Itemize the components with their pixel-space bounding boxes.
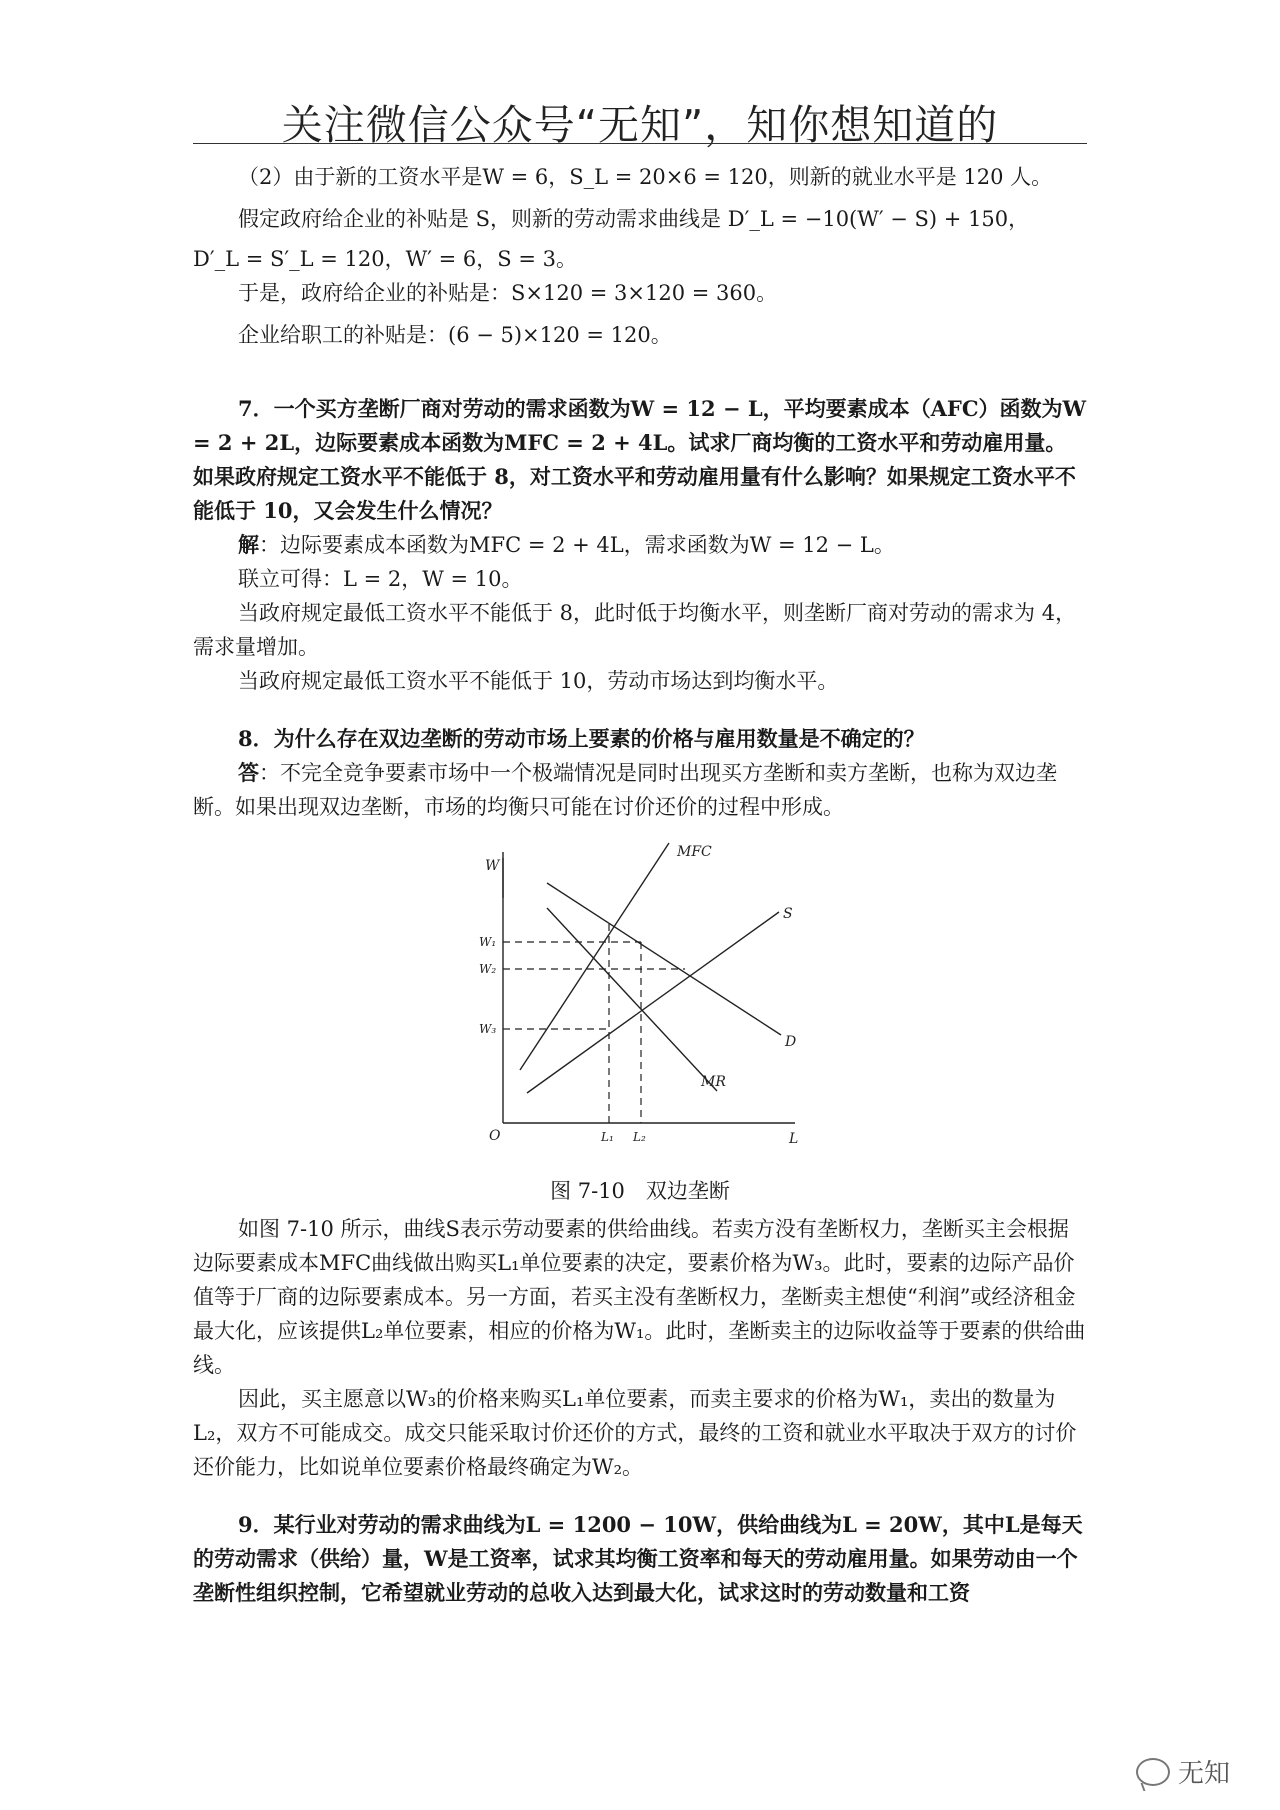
label-l2: L₂: [633, 1130, 646, 1144]
part2-line4: 于是，政府给企业的补贴是：S×120 = 3×120 = 360。: [238, 281, 778, 305]
answer-8-text: ：不完全竞争要素市场中一个极端情况是同时出现买方垄断和卖方垄断，也称为双边垄断。如果出现双边垄断，市场的均衡只可能在讨价还价的过程中形成。: [193, 761, 1057, 819]
page-header: 关注微信公众号“无知”，知你想知道的: [281, 101, 999, 149]
label-x-axis: L: [789, 1131, 799, 1147]
label-d: D: [785, 1034, 797, 1050]
answer-7-line1: ：边际要素成本函数为MFC = 2 + 4L，需求函数为W = 12 − L。: [259, 533, 895, 557]
answer-7-line4: 当政府规定最低工资水平不能低于 10，劳动市场达到均衡水平。: [238, 669, 839, 693]
answer-8-label: 答: [238, 760, 259, 785]
label-y-axis: W: [485, 858, 500, 874]
part2-line1: （2）由于新的工资水平是W = 6，S_L = 20×6 = 120，则新的就业水平是 120 人。: [238, 165, 1053, 189]
label-origin: O: [489, 1128, 501, 1144]
header-rule: [193, 143, 1087, 144]
label-l1: L₁: [601, 1130, 614, 1144]
explain-paragraph-2: 因此，买主愿意以W₃的价格来购买L₁单位要素，而卖主要求的价格为W₁，卖出的数量为L₂，双方不可能成交。成交只能采取讨价还价的方式，最终的工资和就业水平取决于双方的讨价还价能力，比如说单位要素价格最终确定为W₂。: [193, 1387, 1077, 1479]
question-7: 7．一个买方垄断厂商对劳动的需求函数为W = 12 − L，平均要素成本（AFC）函数为W = 2 + 2L，边际要素成本函数为MFC = 2 + 4L。试求厂商均衡的工资水平和劳动雇用量。如果政府规定工资水平不能低于 8，对工资水平和劳动雇用量有什么影响？如果规定工资水平不能低于 10，又会发生什么情况？: [193, 396, 1087, 523]
label-mr: MR: [701, 1074, 726, 1090]
mfc-curve: [520, 843, 669, 1070]
explain-paragraph-1: 如图 7-10 所示，曲线S表示劳动要素的供给曲线。若卖方没有垄断权力，垄断买主会根据边际要素成本MFC曲线做出购买L₁单位要素的决定，要素价格为W₃。此时，要素的边际产品价值等于厂商的边际要素成本。另一方面，若买主没有垄断权力，垄断卖主想使“利润”或经济租金最大化，应该提供L₂单位要素，相应的价格为W₁。此时，垄断卖主的边际收益等于要素的供给曲线。: [193, 1217, 1086, 1377]
answer-7-label: 解: [238, 532, 259, 557]
part2-line5: 企业给职工的补贴是：(6 − 5)×120 = 120。: [238, 323, 672, 347]
answer-7-line3: 当政府规定最低工资水平不能低于 8，此时低于均衡水平，则垄断厂商对劳动的需求为 4，需求量增加。: [193, 601, 1077, 659]
label-w1: W₁: [479, 935, 497, 949]
label-mfc: MFC: [677, 844, 712, 860]
watermark-logo: [1136, 1753, 1230, 1790]
watermark-text: 无知: [1178, 1759, 1231, 1789]
figure-diagram: [455, 838, 815, 1168]
answer-7-line2: 联立可得：L = 2，W = 10。: [238, 567, 523, 591]
part2-line2: 假定政府给企业的补贴是 S，则新的劳动需求曲线是 D′_L = −10(W′ − S) + 150，: [238, 207, 1030, 231]
label-w3: W₃: [479, 1022, 497, 1036]
label-w2: W₂: [479, 962, 497, 976]
document-body: [193, 160, 1087, 1610]
figure-bilateral-monopoly: [193, 838, 1087, 1168]
question-8: 8．为什么存在双边垄断的劳动市场上要素的价格与雇用数量是不确定的？: [238, 726, 925, 751]
question-9: 9．某行业对劳动的需求曲线为L = 1200 − 10W，供给曲线为L = 20W，其中L是每天的劳动需求（供给）量，W是工资率，试求其均衡工资率和每天的劳动雇用量。如果劳动由一个垄断性组织控制，它希望就业劳动的总收入达到最大化，试求这时的劳动数量和工资: [193, 1512, 1083, 1605]
demand-curve: [547, 883, 781, 1035]
mr-curve: [547, 908, 717, 1091]
wechat-bubble-icon: [1136, 1758, 1170, 1786]
part2-line3: D′_L = S′_L = 120，W′ = 6，S = 3。: [193, 247, 577, 271]
figure-caption: 图 7-10 双边垄断: [550, 1179, 730, 1203]
label-s: S: [783, 906, 793, 922]
